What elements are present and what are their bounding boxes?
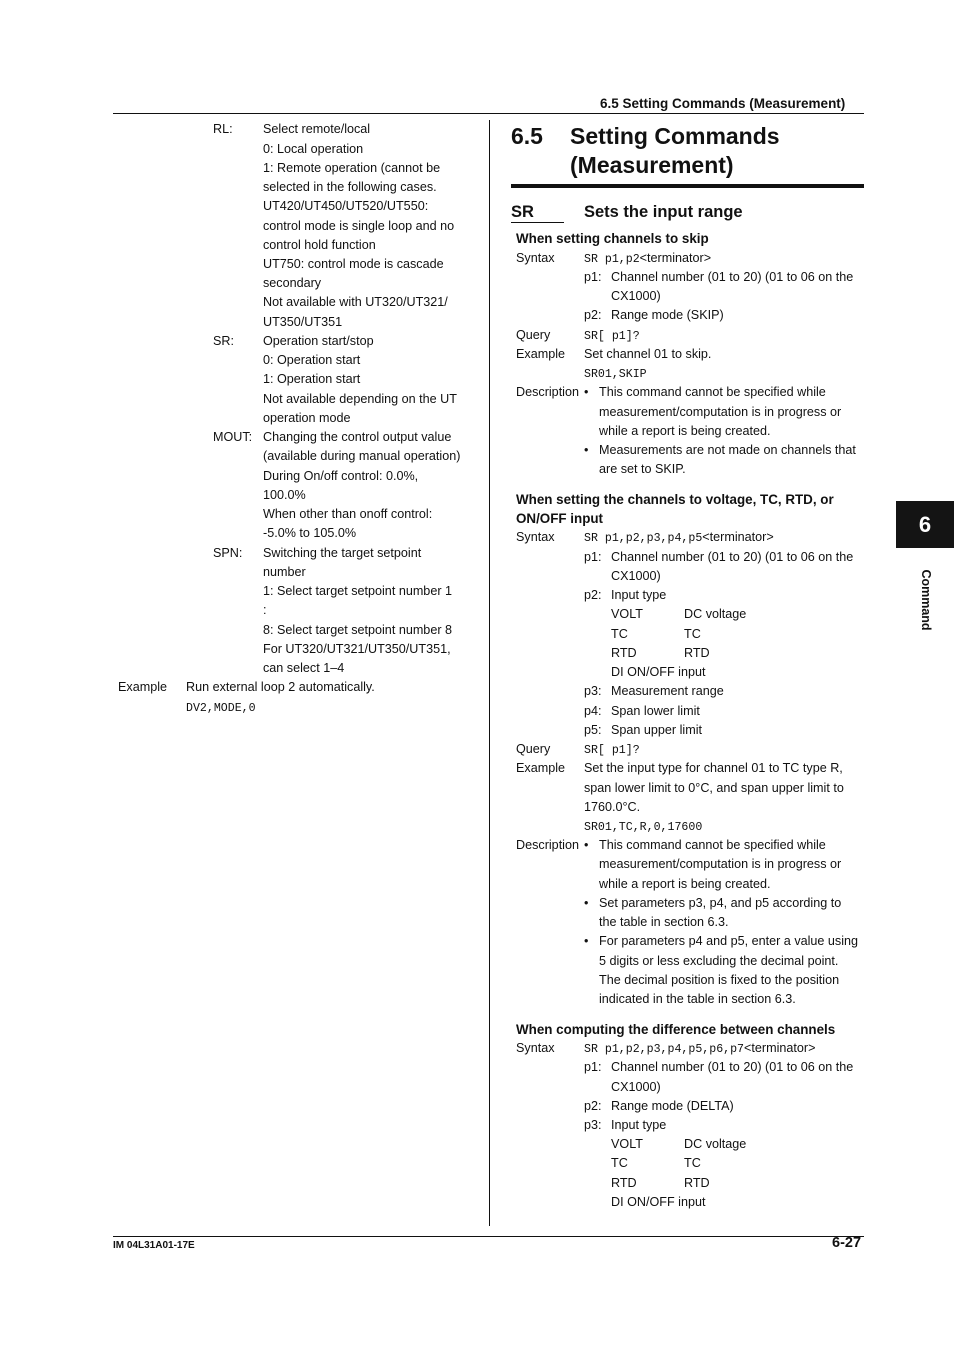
input-type-desc: RTD	[684, 646, 710, 660]
description-text: The decimal position is fixed to the position	[599, 973, 840, 987]
param-label: p4:	[584, 704, 602, 718]
param-text: 1: Remote operation (cannot be	[263, 161, 441, 175]
subsection-title-skip: When setting channels to skip	[516, 231, 709, 246]
param-text: During On/off control: 0.0%,	[263, 469, 419, 483]
param-text: Span upper limit	[611, 723, 703, 737]
input-type-code: TC	[611, 627, 628, 641]
param-text: 8: Select target setpoint number 8	[263, 623, 453, 637]
description-label: Description	[516, 838, 579, 852]
syntax-code: SR p1,p2,p3,p4,p5,p6,p7	[584, 1043, 745, 1056]
input-type-code: DI	[611, 665, 624, 679]
description-text: Set parameters p3, p4, and p5 according to	[599, 896, 842, 910]
param-text: UT420/UT450/UT520/UT550:	[263, 199, 429, 213]
description-text: This command cannot be specified while	[599, 385, 826, 399]
param-label: p2:	[584, 1099, 602, 1113]
syntax-line	[584, 250, 711, 268]
example-code: DV2,MODE,0	[186, 702, 256, 715]
chapter-tab-label: Command	[919, 569, 933, 631]
syntax-label: Syntax	[516, 1041, 555, 1055]
param-text: When other than onoff control:	[263, 507, 433, 521]
example-text: Run external loop 2 automatically.	[186, 680, 375, 694]
param-text: Channel number (01 to 20) (01 to 06 on the	[611, 550, 854, 564]
description-text: For parameters p4 and p5, enter a value using	[599, 934, 859, 948]
section-heading-rule	[511, 184, 864, 188]
syntax-line	[584, 529, 774, 547]
example-text: Set the input type for channel 01 to TC type R,	[584, 761, 843, 775]
command-title: Sets the input range	[584, 203, 743, 221]
param-text: CX1000)	[611, 1080, 661, 1094]
input-type-desc: RTD	[684, 1176, 710, 1190]
description-text: Measurements are not made on channels that	[599, 443, 856, 457]
param-text: selected in the following cases.	[263, 180, 437, 194]
description-text: while a report is being created.	[599, 424, 771, 438]
input-type-code: RTD	[611, 1176, 637, 1190]
param-label: p2:	[584, 308, 602, 322]
syntax-label: Syntax	[516, 530, 555, 544]
example-text: span lower limit to 0°C, and span upper limit to	[584, 781, 844, 795]
column-divider	[489, 120, 490, 1226]
param-label: p3:	[584, 1118, 602, 1132]
input-type-desc: DC voltage	[684, 1137, 747, 1151]
description-text: This command cannot be specified while	[599, 838, 826, 852]
param-text: 0: Operation start	[263, 353, 361, 367]
param-text: Range mode (SKIP)	[611, 308, 724, 322]
command-code: SR	[511, 203, 534, 221]
param-text: (available during manual operation)	[263, 449, 461, 463]
example-code: SR01,TC,R,0,17600	[584, 821, 703, 834]
bullet: •	[584, 896, 589, 910]
syntax-code: SR p1,p2,p3,p4,p5	[584, 532, 703, 545]
bullet: •	[584, 385, 589, 399]
example-text: Set channel 01 to skip.	[584, 347, 712, 361]
section-number: 6.5	[511, 123, 543, 149]
input-type-desc: ON/OFF input	[627, 665, 706, 679]
syntax-label: Syntax	[516, 251, 555, 265]
syntax-terminator: <terminator>	[744, 1041, 816, 1055]
description-text: while a report is being created.	[599, 877, 771, 891]
running-header: 6.5 Setting Commands (Measurement)	[600, 96, 846, 111]
footer-rule	[113, 1236, 864, 1237]
param-label-sr: SR:	[213, 334, 234, 348]
param-label: p5:	[584, 723, 602, 737]
query-code: SR[ p1]?	[584, 330, 640, 343]
param-label: p2:	[584, 588, 602, 602]
header-rule	[113, 113, 864, 114]
bullet: •	[584, 838, 589, 852]
input-type-code: VOLT	[611, 1137, 643, 1151]
param-text: Switching the target setpoint	[263, 546, 422, 560]
param-text: UT350/UT351	[263, 315, 343, 329]
query-label: Query	[516, 742, 551, 756]
input-type-row	[611, 664, 705, 681]
param-label: p1:	[584, 550, 602, 564]
query-label: Query	[516, 328, 551, 342]
param-label: p1:	[584, 1060, 602, 1074]
param-text: Channel number (01 to 20) (01 to 06 on the	[611, 1060, 854, 1074]
param-text: 0: Local operation	[263, 142, 364, 156]
input-type-code: DI	[611, 1195, 624, 1209]
input-type-code: RTD	[611, 646, 637, 660]
section-title-line2: (Measurement)	[570, 152, 734, 178]
param-text: Measurement range	[611, 684, 724, 698]
param-text: CX1000)	[611, 289, 661, 303]
param-text: 100.0%	[263, 488, 306, 502]
param-text: 1: Select target setpoint number 1	[263, 584, 453, 598]
bullet: •	[584, 443, 589, 457]
param-text: number	[263, 565, 306, 579]
param-text: -5.0% to 105.0%	[263, 526, 357, 540]
input-type-code: TC	[611, 1156, 628, 1170]
bullet: •	[584, 934, 589, 948]
param-text: UT750: control mode is cascade	[263, 257, 444, 271]
description-text: measurement/computation is in progress or	[599, 857, 842, 871]
command-code-underline	[511, 222, 564, 223]
section-title-line1: Setting Commands	[570, 123, 780, 149]
input-type-desc: TC	[684, 1156, 701, 1170]
subsection-title-delta: When computing the difference between channels	[516, 1022, 836, 1037]
param-text: Operation start/stop	[263, 334, 374, 348]
example-text: 1760.0°C.	[584, 800, 641, 814]
param-text: Input type	[611, 588, 667, 602]
example-label: Example	[516, 347, 565, 361]
syntax-terminator: <terminator>	[639, 251, 712, 265]
param-text: CX1000)	[611, 569, 661, 583]
subsection-title-volt-2: ON/OFF input	[516, 511, 604, 526]
description-label: Description	[516, 385, 579, 399]
param-text: Input type	[611, 1118, 667, 1132]
input-type-code: VOLT	[611, 607, 643, 621]
document-id: IM 04L31A01-17E	[113, 1240, 195, 1251]
input-type-row	[611, 1194, 705, 1211]
param-label: p3:	[584, 684, 602, 698]
param-label-mout: MOUT:	[213, 430, 253, 444]
syntax-terminator: <terminator>	[702, 530, 774, 544]
param-label-spn: SPN:	[213, 546, 243, 560]
syntax-code: SR p1,p2	[584, 253, 640, 266]
param-label-rl: RL:	[213, 122, 233, 136]
param-text: secondary	[263, 276, 322, 290]
param-label: p1:	[584, 270, 602, 284]
param-text: Changing the control output value	[263, 430, 452, 444]
description-text: measurement/computation is in progress or	[599, 405, 842, 419]
param-text: Channel number (01 to 20) (01 to 06 on the	[611, 270, 854, 284]
description-text: are set to SKIP.	[599, 462, 686, 476]
param-text: Span lower limit	[611, 704, 700, 718]
param-text: 1: Operation start	[263, 372, 361, 386]
input-type-desc: DC voltage	[684, 607, 747, 621]
example-label: Example	[516, 761, 565, 775]
query-code: SR[ p1]?	[584, 744, 640, 757]
input-type-desc: TC	[684, 627, 701, 641]
chapter-tab: 6	[896, 501, 954, 548]
example-label: Example	[118, 680, 167, 694]
description-text: 5 digits or less excluding the decimal point.	[599, 954, 839, 968]
param-text: Select remote/local	[263, 122, 371, 136]
input-type-desc: ON/OFF input	[627, 1195, 706, 1209]
example-code: SR01,SKIP	[584, 368, 647, 381]
syntax-line	[584, 1040, 815, 1058]
param-text: :	[263, 603, 267, 617]
page-number: 6-27	[832, 1235, 862, 1251]
param-text: control mode is single loop and no	[263, 219, 455, 233]
param-text: Not available depending on the UT	[263, 392, 457, 406]
description-text: the table in section 6.3.	[599, 915, 729, 929]
description-text: indicated in the table in section 6.3.	[599, 992, 796, 1006]
param-text: Range mode (DELTA)	[611, 1099, 734, 1113]
subsection-title-volt: When setting the channels to voltage, TC, RTD, or	[516, 492, 834, 507]
param-text: Not available with UT320/UT321/	[263, 295, 448, 309]
param-text: operation mode	[263, 411, 351, 425]
param-text: can select 1–4	[263, 661, 345, 675]
param-text: For UT320/UT321/UT350/UT351,	[263, 642, 451, 656]
param-text: control hold function	[263, 238, 376, 252]
